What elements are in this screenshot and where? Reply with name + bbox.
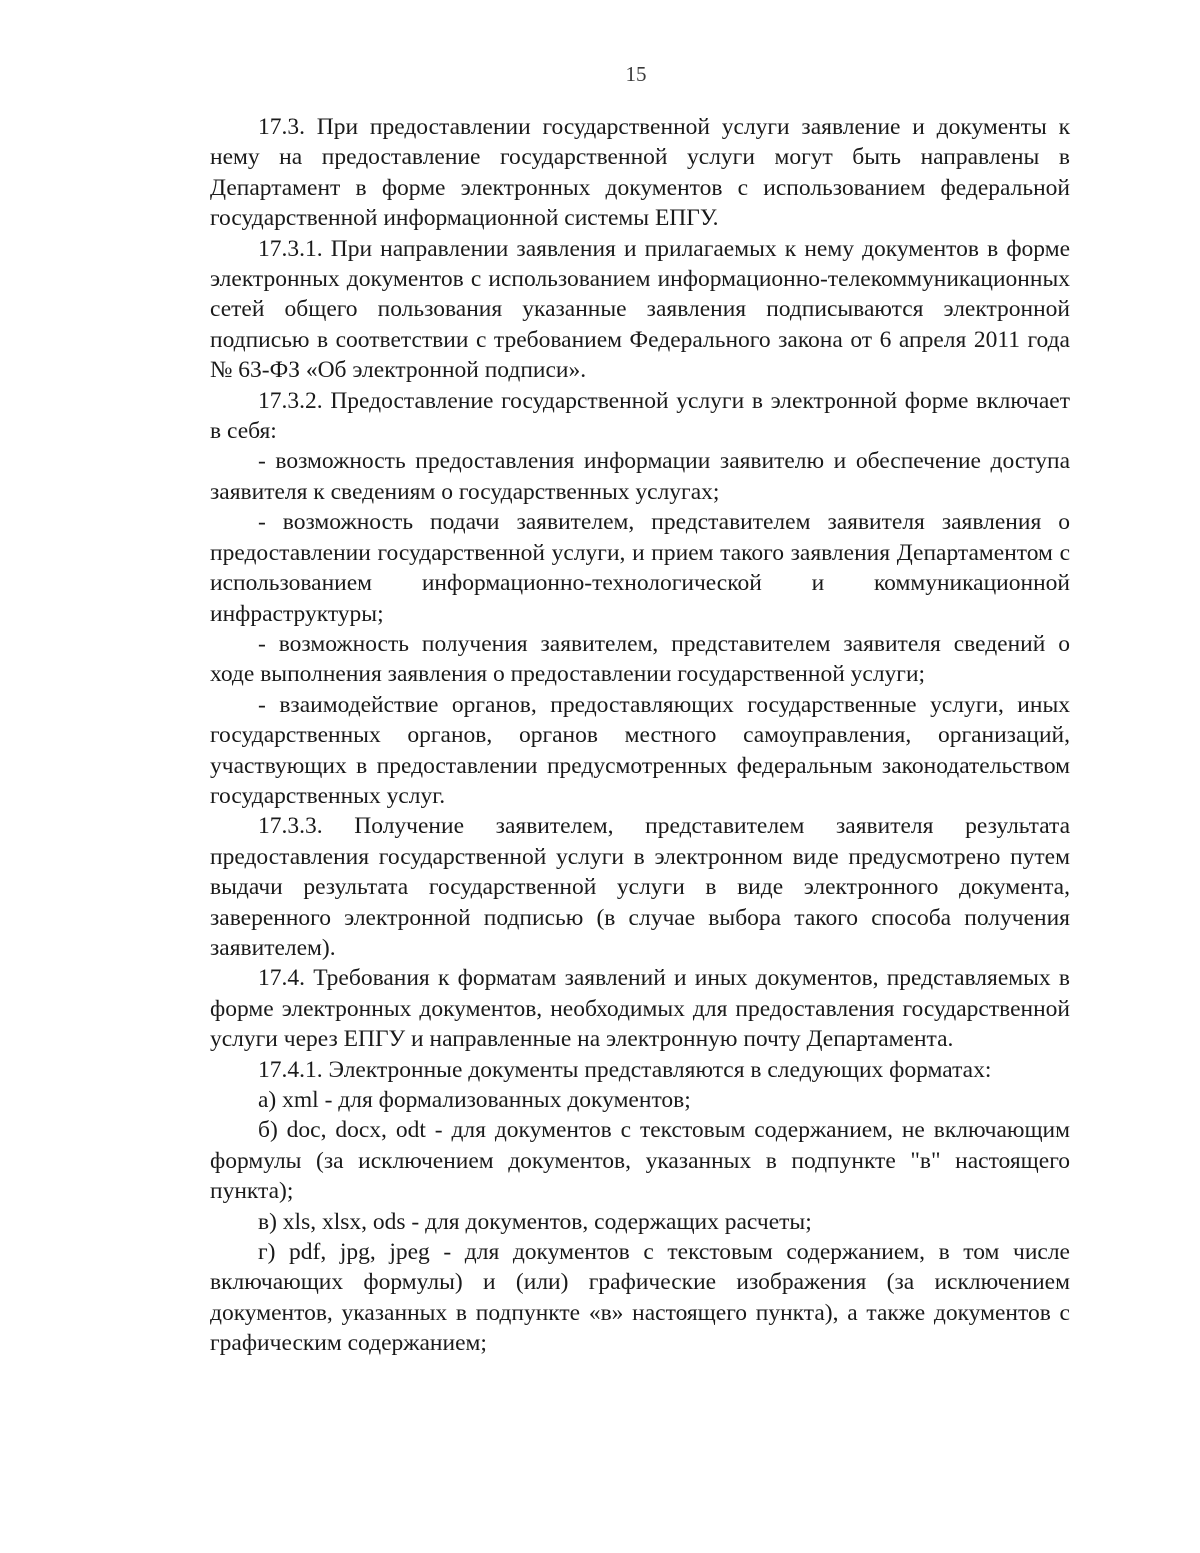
format-item-g: г) pdf, jpg, jpeg - для документов с текстовым содержанием, в том числе включающих формулы) и (или) графические изображения (за исключением документов, указанных в подпункте «в» настоящего пункта), а также документов с графическим содержанием; [210, 1239, 1070, 1357]
document-body [210, 112, 1070, 1359]
paragraph-17-3-3: 17.3.3. Получение заявителем, представителем заявителя результата предоставления государственной услуги в электронном виде предусмотрено путем выдачи результата государственной услуги в виде электронного документа, заверенного электронной подписью (в случае выбора такого способа получения заявителем). [210, 813, 1070, 961]
list-item-progress-info: - возможность получения заявителем, представителем заявителя сведений о ходе выполнения заявления о предоставлении государственной услуги; [210, 630, 1070, 688]
page-number: 15 [625, 62, 647, 86]
list-item-application-submission: - возможность подачи заявителем, представителем заявителя заявления о предоставлении государственной услуги, и прием такого заявления Департаментом с использованием информационно-технологической и коммуникационной инфраструктуры; [210, 509, 1070, 627]
paragraph-17-3-1: 17.3.1. При направлении заявления и прилагаемых к нему документов в форме электронных документов с использованием информационно-телекоммуникационных сетей общего пользования указанные заявления подписываются электронной подписью в соответствии с требованием Федерального закона от 6 апреля 2011 года № 63-ФЗ «Об электронной подписи». [210, 235, 1070, 384]
list-item-interaction: - взаимодействие органов, предоставляющих государственные услуги, иных государственных органов, органов местного самоуправления, организаций, участвующих в предоставлении предусмотренных федеральным законодательством государственных услуг. [210, 691, 1070, 809]
paragraph-17-4: 17.4. Требования к форматам заявлений и иных документов, представляемых в форме электронных документов, необходимых для предоставления государственной услуги через ЕПГУ и направленные на электронную почту Департамента. [210, 965, 1070, 1053]
list-item-information-access: - возможность предоставления информации заявителю и обеспечение доступа заявителя к сведениям о государственных услугах; [210, 448, 1070, 505]
paragraph-17-3: 17.3. При предоставлении государственной услуги заявление и документы к нему на предоставление государственной услуги могут быть направлены в Департамент в форме электронных документов с использованием федеральной государственной информационной системы ЕПГУ. [210, 114, 1070, 232]
format-item-v: в) xls, xlsx, ods - для документов, содержащих расчеты; [258, 1208, 812, 1235]
format-item-a: а) xml - для формализованных документов; [258, 1087, 691, 1113]
paragraph-17-3-2: 17.3.2. Предоставление государственной услуги в электронной форме включает в себя: [210, 387, 1070, 445]
paragraph-17-4-1: 17.4.1. Электронные документы представляются в следующих форматах: [258, 1056, 992, 1083]
format-item-b: б) doc, docx, odt - для документов с текстовым содержанием, не включающим формулы (за исключением документов, указанных в подпункте "в" настоящего пункта); [210, 1117, 1070, 1205]
